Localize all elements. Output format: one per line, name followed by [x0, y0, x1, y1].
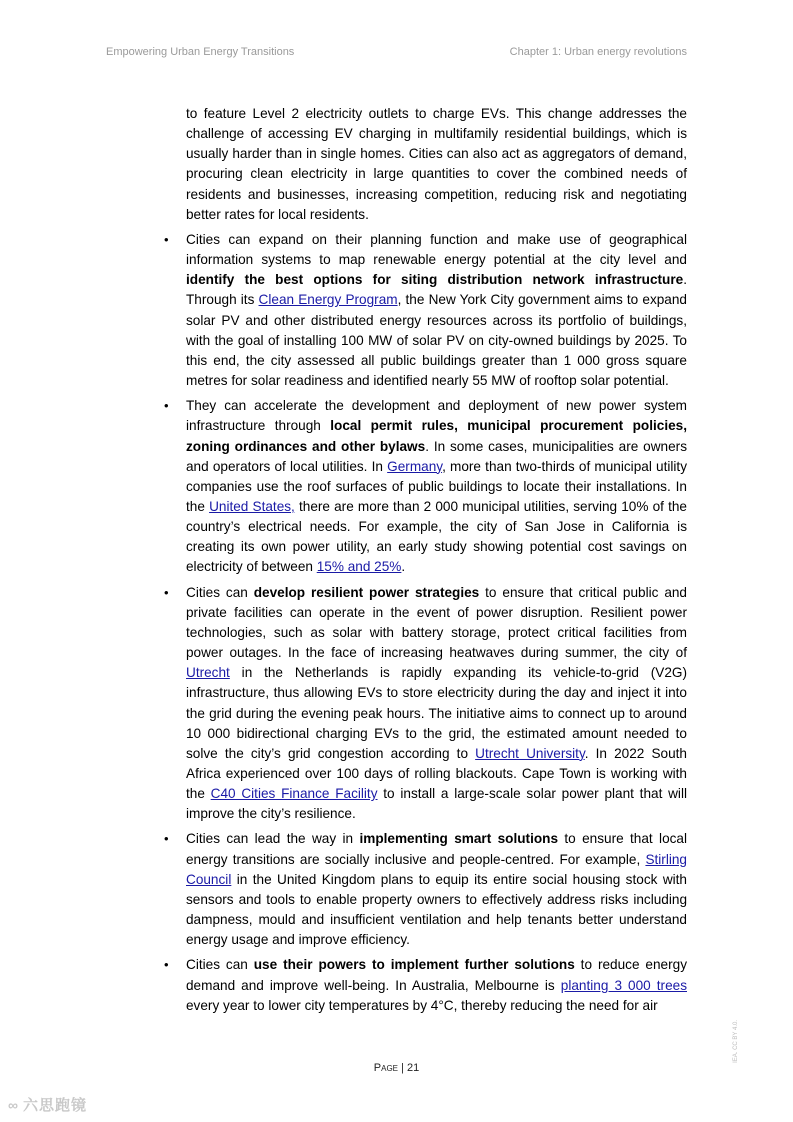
link-utrecht-university[interactable]: Utrecht University — [475, 745, 585, 761]
bullet-text: to ensure that local energy transitions are socially inclusive and people-centred. For example, — [186, 831, 688, 867]
bullet-text: to ensure that critical public and private facilities can operate in the event of power disruption. Resilient power technologies, such as solar with battery storage, protect critical facilities from power outages. In the face of increasing heatwaves during summer, the city of — [186, 584, 687, 661]
bullet-text: to install a large-scale solar power plant that will improve the city’s resilience. — [186, 786, 687, 822]
bullet-text: every year to lower city temperatures by 4°C, thereby reducing the need for air — [186, 997, 658, 1013]
running-header-left: Empowering Urban Energy Transitions — [106, 46, 295, 58]
bullet-item-smart-solutions — [186, 829, 687, 950]
bullet-text: They can accelerate the development and deployment of new power system infrastructure through — [186, 398, 687, 434]
bullet-list — [186, 230, 687, 1016]
page-separator: | — [398, 1062, 407, 1074]
link-stirling-council[interactable]: Stirling Council — [186, 851, 687, 887]
bullet-text: to reduce energy demand and improve well-being. In Australia, Melbourne is — [186, 957, 687, 993]
bullet-item-infrastructure — [186, 396, 687, 577]
link-germany[interactable]: Germany — [387, 458, 443, 474]
bullet-text: . In some cases, municipalities are owners and operators of local utilities. In — [186, 438, 688, 474]
bullet-bold: implementing smart solutions — [359, 831, 559, 847]
bullet-item-resilience — [186, 583, 687, 825]
watermark-icon: ∞ — [8, 1097, 19, 1113]
bullet-item-further-solutions — [186, 955, 687, 1015]
bullet-bold: use their powers to implement further solutions — [253, 957, 575, 973]
bullet-text: in the Netherlands is rapidly expanding its vehicle-to-grid (V2G) infrastructure, thus allowing EVs to store electricity during the day and inject it into the grid during the evening peak hours. The initiative aims to connect up to around 10 000 bidirectional charging EVs to the grid, the estimated amount needed to solve the city’s grid congestion according to — [186, 665, 687, 761]
watermark — [8, 1094, 87, 1115]
page-number: 21 — [406, 1062, 420, 1074]
link-united-states[interactable]: United States, — [209, 498, 295, 514]
bullet-text: Cities can — [186, 584, 254, 600]
bullet-text: Cities can lead the way in — [186, 831, 360, 847]
bullet-text: , more than two-thirds of municipal utility companies use the roof surfaces of public buildings to locate their installations. In the — [186, 458, 687, 514]
link-cost-savings[interactable]: 15% and 25% — [316, 559, 402, 575]
license-note: IEA. CC BY 4.0. — [733, 1020, 739, 1063]
bullet-text: . In 2022 South Africa experienced over 100 days of rolling blackouts. Cape Town is working with the — [186, 745, 687, 802]
bullet-text: , the New York City government aims to expand solar PV and other distributed energy resources across its portfolio of buildings, with the goal of installing 100 MW of solar PV on city-owned buildings by 2025. To this end, the city assessed all public buildings greater than 1 000 gross square metres for solar readiness and identified nearly 55 MW of rooftop solar potential. — [186, 292, 687, 389]
bullet-text: Cities can — [186, 957, 254, 973]
bullet-item-planning — [186, 230, 687, 391]
link-clean-energy-program[interactable]: Clean Energy Program — [258, 292, 398, 308]
running-header-right: Chapter 1: Urban energy revolutions — [509, 46, 687, 58]
page-label: Page — [373, 1062, 398, 1074]
page-body — [186, 104, 687, 1021]
bullet-text: there are more than 2 000 municipal utilities, serving 10% of the country’s electrical needs. For example, the city of San Jose in California is creating its own power utility, an early study showing potential cost savings on electricity of between — [186, 498, 687, 575]
bullet-text: . — [401, 559, 406, 575]
bullet-text: Cities can expand on their planning function and make use of geographical information systems to map renewable energy potential at the city level and — [186, 231, 687, 268]
bullet-text: . Through its — [186, 272, 687, 308]
page-footer — [0, 1062, 793, 1074]
bullet-bold: develop resilient power strategies — [253, 584, 480, 600]
link-c40-finance-facility[interactable]: C40 Cities Finance Facility — [210, 786, 378, 802]
bullet-bold: local permit rules, municipal procurement policies, zoning ordinances and other bylaws — [186, 418, 688, 454]
intro-paragraph: to feature Level 2 electricity outlets to charge EVs. This change addresses the challenge of accessing EV charging in multifamily residential buildings, which is usually harder than in single homes. Cities can also act as aggregators of demand, procuring clean electricity in large quantities to cover the combined needs of residents and businesses, increasing competition, reducing risk and negotiating better rates for local residents. — [186, 106, 687, 222]
link-utrecht[interactable]: Utrecht — [186, 665, 230, 681]
bullet-bold: identify the best options for siting distribution network infrastructure — [186, 272, 684, 288]
link-planting-trees[interactable]: planting 3 000 trees — [560, 977, 687, 993]
bullet-text: in the United Kingdom plans to equip its entire social housing stock with sensors and tools to enable property owners to effectively address risks including dampness, mould and insufficient ventilation and help tenants better understand energy usage and improve efficiency. — [186, 871, 687, 948]
watermark-text: 六思跑镜 — [22, 1097, 87, 1114]
